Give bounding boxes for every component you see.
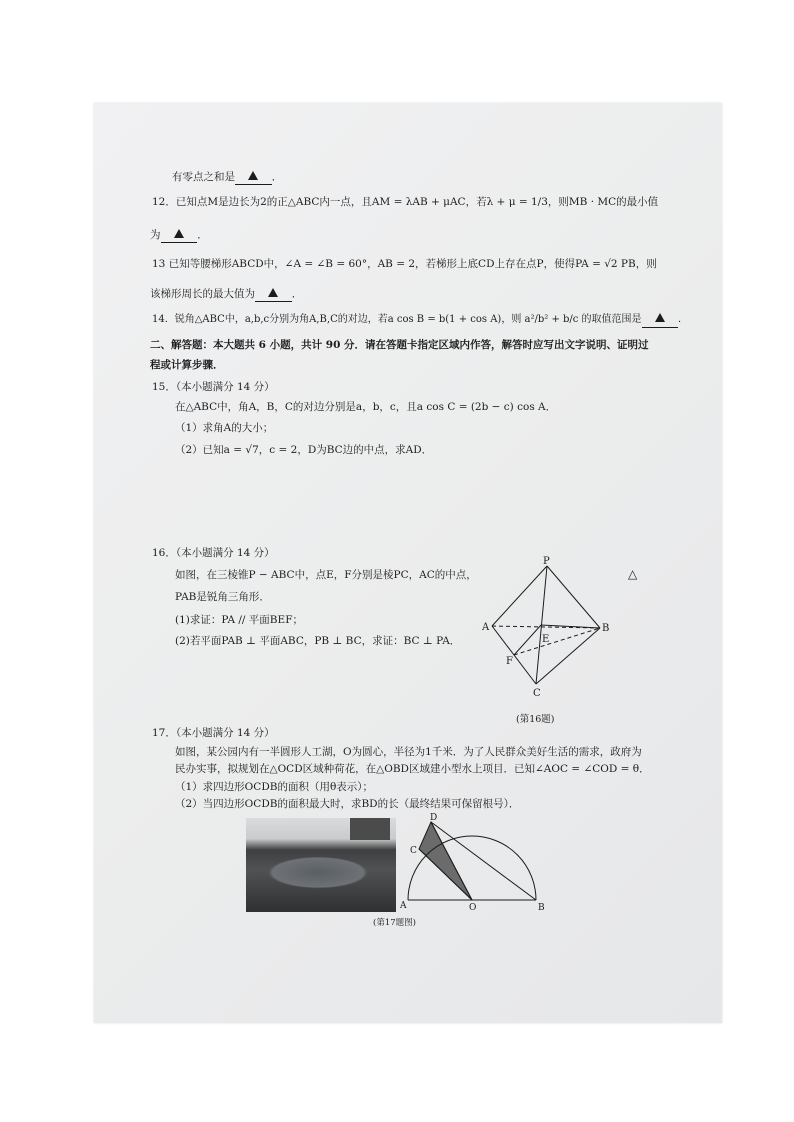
fig17-label-O: O — [469, 903, 477, 912]
answer-blank-icon — [655, 313, 665, 322]
q17-part1: （1）求四边形OCDB的面积（用θ表示）； — [175, 781, 374, 793]
q17-stem-cont: 民办实事，拟规划在△OCD区域种荷花，在△OBD区域建小型水上项目．已知∠AOC = ∠COD = θ． — [175, 763, 650, 775]
q16-header: 16．（本小题满分 14 分） — [152, 547, 275, 559]
fig16-label-E: E — [542, 634, 550, 645]
lake-photo-building — [350, 818, 390, 840]
q14-line: 14．锐角△ABC中，a,b,c分别为角A,B,C的对边，若a cos B = b(1 + cos A)，则 a²/b² + b/c 的取值范围是 ． — [152, 313, 688, 328]
section2-heading: 二、解答题：本大题共 6 小题，共计 90 分．请在答题卡指定区域内作答，解答时应写出文字说明、证明过 — [150, 339, 649, 351]
q16-stem: 如图，在三棱锥P − ABC中，点E，F分别是棱PC，AC的中点， — [175, 569, 477, 581]
figure-17-caption: (第17题图) — [373, 918, 416, 928]
q12-line2: 为 ． — [150, 229, 208, 241]
fig16-label-F: F — [506, 656, 513, 667]
fig17-label-B: B — [538, 903, 545, 912]
fig17-label-D: D — [430, 813, 438, 823]
q11-tail: 有零点之和是 ． — [172, 171, 283, 183]
q16-part1: (1)求证：PA // 平面BEF； — [175, 614, 303, 626]
figure-17-semicircle — [398, 812, 558, 912]
answer-blank-icon — [174, 229, 184, 238]
stray-triangle-mark: △ — [628, 567, 638, 581]
figure-16-caption: (第16题) — [516, 714, 555, 725]
q13-line1: 13 已知等腰梯形ABCD中，∠A = ∠B = 60°，AB = 2，若梯形上底CD上存在点P，使得PA = √2 PB，则 — [152, 258, 657, 270]
fig16-label-B: B — [602, 623, 610, 634]
q16-part2: (2)若平面PAB ⊥ 平面ABC，PB ⊥ BC，求证：BC ⊥ PA． — [175, 635, 461, 647]
q13-line2: 该梯形周长的最大值为 ． — [150, 288, 303, 300]
q15-stem: 在△ABC中，角A，B，C的对边分别是a，b，c，且a cos C = (2b − c) cos A． — [175, 401, 557, 413]
answer-blank-icon — [248, 171, 258, 180]
fig16-label-C: C — [533, 688, 541, 699]
q17-stem: 如图，某公园内有一半圆形人工湖，O为圆心，半径为1千米．为了人民群众美好生活的需求，政府为 — [175, 746, 642, 758]
q15-part2: （2）已知a = √7，c = 2，D为BC边的中点，求AD． — [175, 444, 433, 456]
q17-header: 17．（本小题满分 14 分） — [152, 727, 275, 739]
fig17-label-C: C — [410, 846, 417, 856]
q17-part2: （2）当四边形OCDB的面积最大时，求BD的长（最终结果可保留根号）． — [175, 798, 520, 810]
fig16-label-A: A — [482, 622, 490, 633]
q12-line1: 12．已知点M是边长为2的正△ABC内一点，且AM = λAB + μAC，若λ + μ = 1/3，则MB · MC的最小值 — [152, 196, 659, 208]
answer-blank-icon — [268, 288, 278, 297]
q15-header: 15．（本小题满分 14 分） — [152, 381, 275, 393]
q15-part1: （1）求角A的大小； — [175, 422, 274, 434]
fig17-label-A: A — [400, 901, 407, 911]
figure-16-pyramid — [480, 556, 620, 726]
fig16-label-P: P — [543, 556, 550, 567]
section2-heading-cont: 程或计算步骤． — [150, 359, 224, 371]
q16-stem-cont: PAB是锐角三角形． — [175, 591, 270, 603]
